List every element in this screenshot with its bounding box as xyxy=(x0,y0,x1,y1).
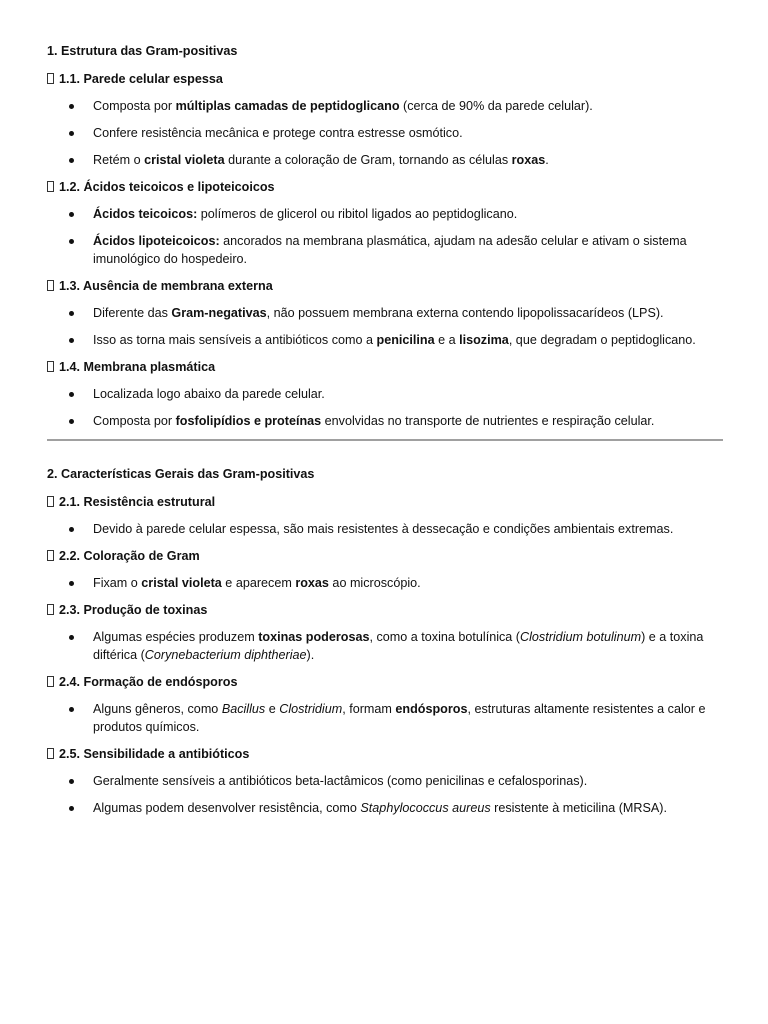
list-item xyxy=(47,799,723,817)
bold-text: Gram-negativas xyxy=(171,306,267,320)
bold-text: roxas xyxy=(295,576,329,590)
text-run: , estruturas altamente resistentes a calor e produtos químicos. xyxy=(93,702,706,734)
text-run: , formam xyxy=(342,702,396,716)
text-run: ao microscópio. xyxy=(328,576,421,590)
subsection-title: 2.5. Sensibilidade a antibióticos xyxy=(59,747,250,761)
bold-text: Ácidos lipoteicoicos: xyxy=(93,234,220,248)
subsection-title: 1.4. Membrana plasmática xyxy=(59,360,216,374)
text-run: polímeros de glicerol ou ribitol ligados ao peptidoglicano. xyxy=(197,207,518,221)
missing-glyph-icon xyxy=(47,73,54,84)
text-run: ). xyxy=(306,648,315,662)
italic-text: Clostridium xyxy=(279,702,343,716)
list-item xyxy=(47,628,723,664)
bold-text: fosfolipídios e proteínas xyxy=(175,414,322,428)
subsection-title: 2.2. Coloração de Gram xyxy=(59,549,200,563)
missing-glyph-icon xyxy=(47,361,54,372)
missing-glyph-icon xyxy=(47,550,54,561)
missing-glyph-icon xyxy=(47,496,54,507)
section-title: 2. Características Gerais das Gram-positivas xyxy=(47,467,315,481)
subsection-heading xyxy=(47,358,723,385)
list-item xyxy=(47,205,723,223)
subsection-title: 1.3. Ausência de membrana externa xyxy=(59,279,273,293)
text-run: . xyxy=(545,153,549,167)
subsection-title: 1.2. Ácidos teicoicos e lipoteicoicos xyxy=(59,180,275,194)
text-run: Geralmente sensíveis a antibióticos beta-lactâmicos (como penicilinas e cefalosporinas). xyxy=(93,774,588,788)
text-run: e aparecem xyxy=(221,576,296,590)
list-item xyxy=(47,331,723,349)
text-run: (cerca de 90% da parede celular). xyxy=(399,99,593,113)
subsection-heading xyxy=(47,277,723,304)
text-run: Fixam o xyxy=(93,576,142,590)
bold-text: endósporos xyxy=(395,702,468,716)
bullet-list xyxy=(47,385,723,430)
bold-text: Ácidos teicoicos: xyxy=(93,207,198,221)
text-run: , não possuem membrana externa contendo lipopolissacarídeos (LPS). xyxy=(266,306,664,320)
bullet-list xyxy=(47,574,723,592)
bullet-list xyxy=(47,97,723,169)
missing-glyph-icon xyxy=(47,181,54,192)
bullet-list xyxy=(47,700,723,736)
bold-text: lisozima xyxy=(459,333,509,347)
list-item xyxy=(47,124,723,142)
text-run: Composta por xyxy=(93,414,176,428)
bold-text: roxas xyxy=(511,153,546,167)
text-run: Alguns gêneros, como xyxy=(93,702,222,716)
list-item xyxy=(47,304,723,322)
subsection-heading xyxy=(47,178,723,205)
missing-glyph-icon xyxy=(47,748,54,759)
list-item xyxy=(47,151,723,169)
missing-glyph-icon xyxy=(47,604,54,615)
text-run: e xyxy=(265,702,280,716)
subsection-heading xyxy=(47,601,723,628)
document-page xyxy=(47,42,723,826)
subsection-heading xyxy=(47,673,723,700)
bullet-list xyxy=(47,628,723,664)
list-item xyxy=(47,385,723,403)
subsection-heading xyxy=(47,70,723,97)
text-run: resistente à meticilina (MRSA). xyxy=(490,801,667,815)
text-run: Isso as torna mais sensíveis a antibióticos como a xyxy=(93,333,377,347)
list-item xyxy=(47,97,723,115)
subsection-title: 2.4. Formação de endósporos xyxy=(59,675,238,689)
italic-text: Bacillus xyxy=(221,702,266,716)
section-title: 1. Estrutura das Gram-positivas xyxy=(47,44,238,58)
bullet-list xyxy=(47,520,723,538)
bullet-list xyxy=(47,304,723,349)
text-run: Algumas podem desenvolver resistência, como xyxy=(93,801,361,815)
subsection-title: 2.3. Produção de toxinas xyxy=(59,603,208,617)
text-run: ancorados na membrana plasmática, ajudam na adesão celular e ativam o sistema imunológico do hospedeiro. xyxy=(93,234,687,266)
horizontal-divider xyxy=(47,439,723,441)
italic-text: Clostridium botulinum xyxy=(520,630,642,644)
bullet-list xyxy=(47,772,723,817)
text-run: Composta por xyxy=(93,99,176,113)
subsection-heading xyxy=(47,547,723,574)
list-item xyxy=(47,412,723,430)
bold-text: múltiplas camadas de peptidoglicano xyxy=(175,99,400,113)
italic-text: Corynebacterium diphtheriae xyxy=(144,648,307,662)
text-run: Diferente das xyxy=(93,306,172,320)
text-run: Confere resistência mecânica e protege contra estresse osmótico. xyxy=(93,126,463,140)
missing-glyph-icon xyxy=(47,280,54,291)
italic-text: Staphylococcus aureus xyxy=(360,801,491,815)
bullet-list xyxy=(47,205,723,268)
text-run: envolvidas no transporte de nutrientes e respiração celular. xyxy=(321,414,655,428)
bold-text: cristal violeta xyxy=(144,153,225,167)
text-run: Algumas espécies produzem xyxy=(93,630,259,644)
list-item xyxy=(47,520,723,538)
text-run: Localizada logo abaixo da parede celular. xyxy=(93,387,325,401)
bold-text: toxinas poderosas xyxy=(258,630,370,644)
text-run: , que degradam o peptidoglicano. xyxy=(508,333,696,347)
list-item xyxy=(47,574,723,592)
text-run: Devido à parede celular espessa, são mais resistentes à dessecação e condições ambientais extremas. xyxy=(93,522,674,536)
subsection-title: 1.1. Parede celular espessa xyxy=(59,72,223,86)
list-item xyxy=(47,232,723,268)
subsection-heading xyxy=(47,745,723,772)
subsection-heading xyxy=(47,493,723,520)
text-run: Retém o xyxy=(93,153,145,167)
list-item xyxy=(47,700,723,736)
bold-text: penicilina xyxy=(376,333,435,347)
text-run: e a xyxy=(434,333,460,347)
subsection-title: 2.1. Resistência estrutural xyxy=(59,495,216,509)
text-run: ) e a toxina diftérica ( xyxy=(93,630,704,662)
text-run: , como a toxina botulínica ( xyxy=(369,630,520,644)
missing-glyph-icon xyxy=(47,676,54,687)
bold-text: cristal violeta xyxy=(141,576,222,590)
text-run: durante a coloração de Gram, tornando as células xyxy=(224,153,512,167)
list-item xyxy=(47,772,723,790)
